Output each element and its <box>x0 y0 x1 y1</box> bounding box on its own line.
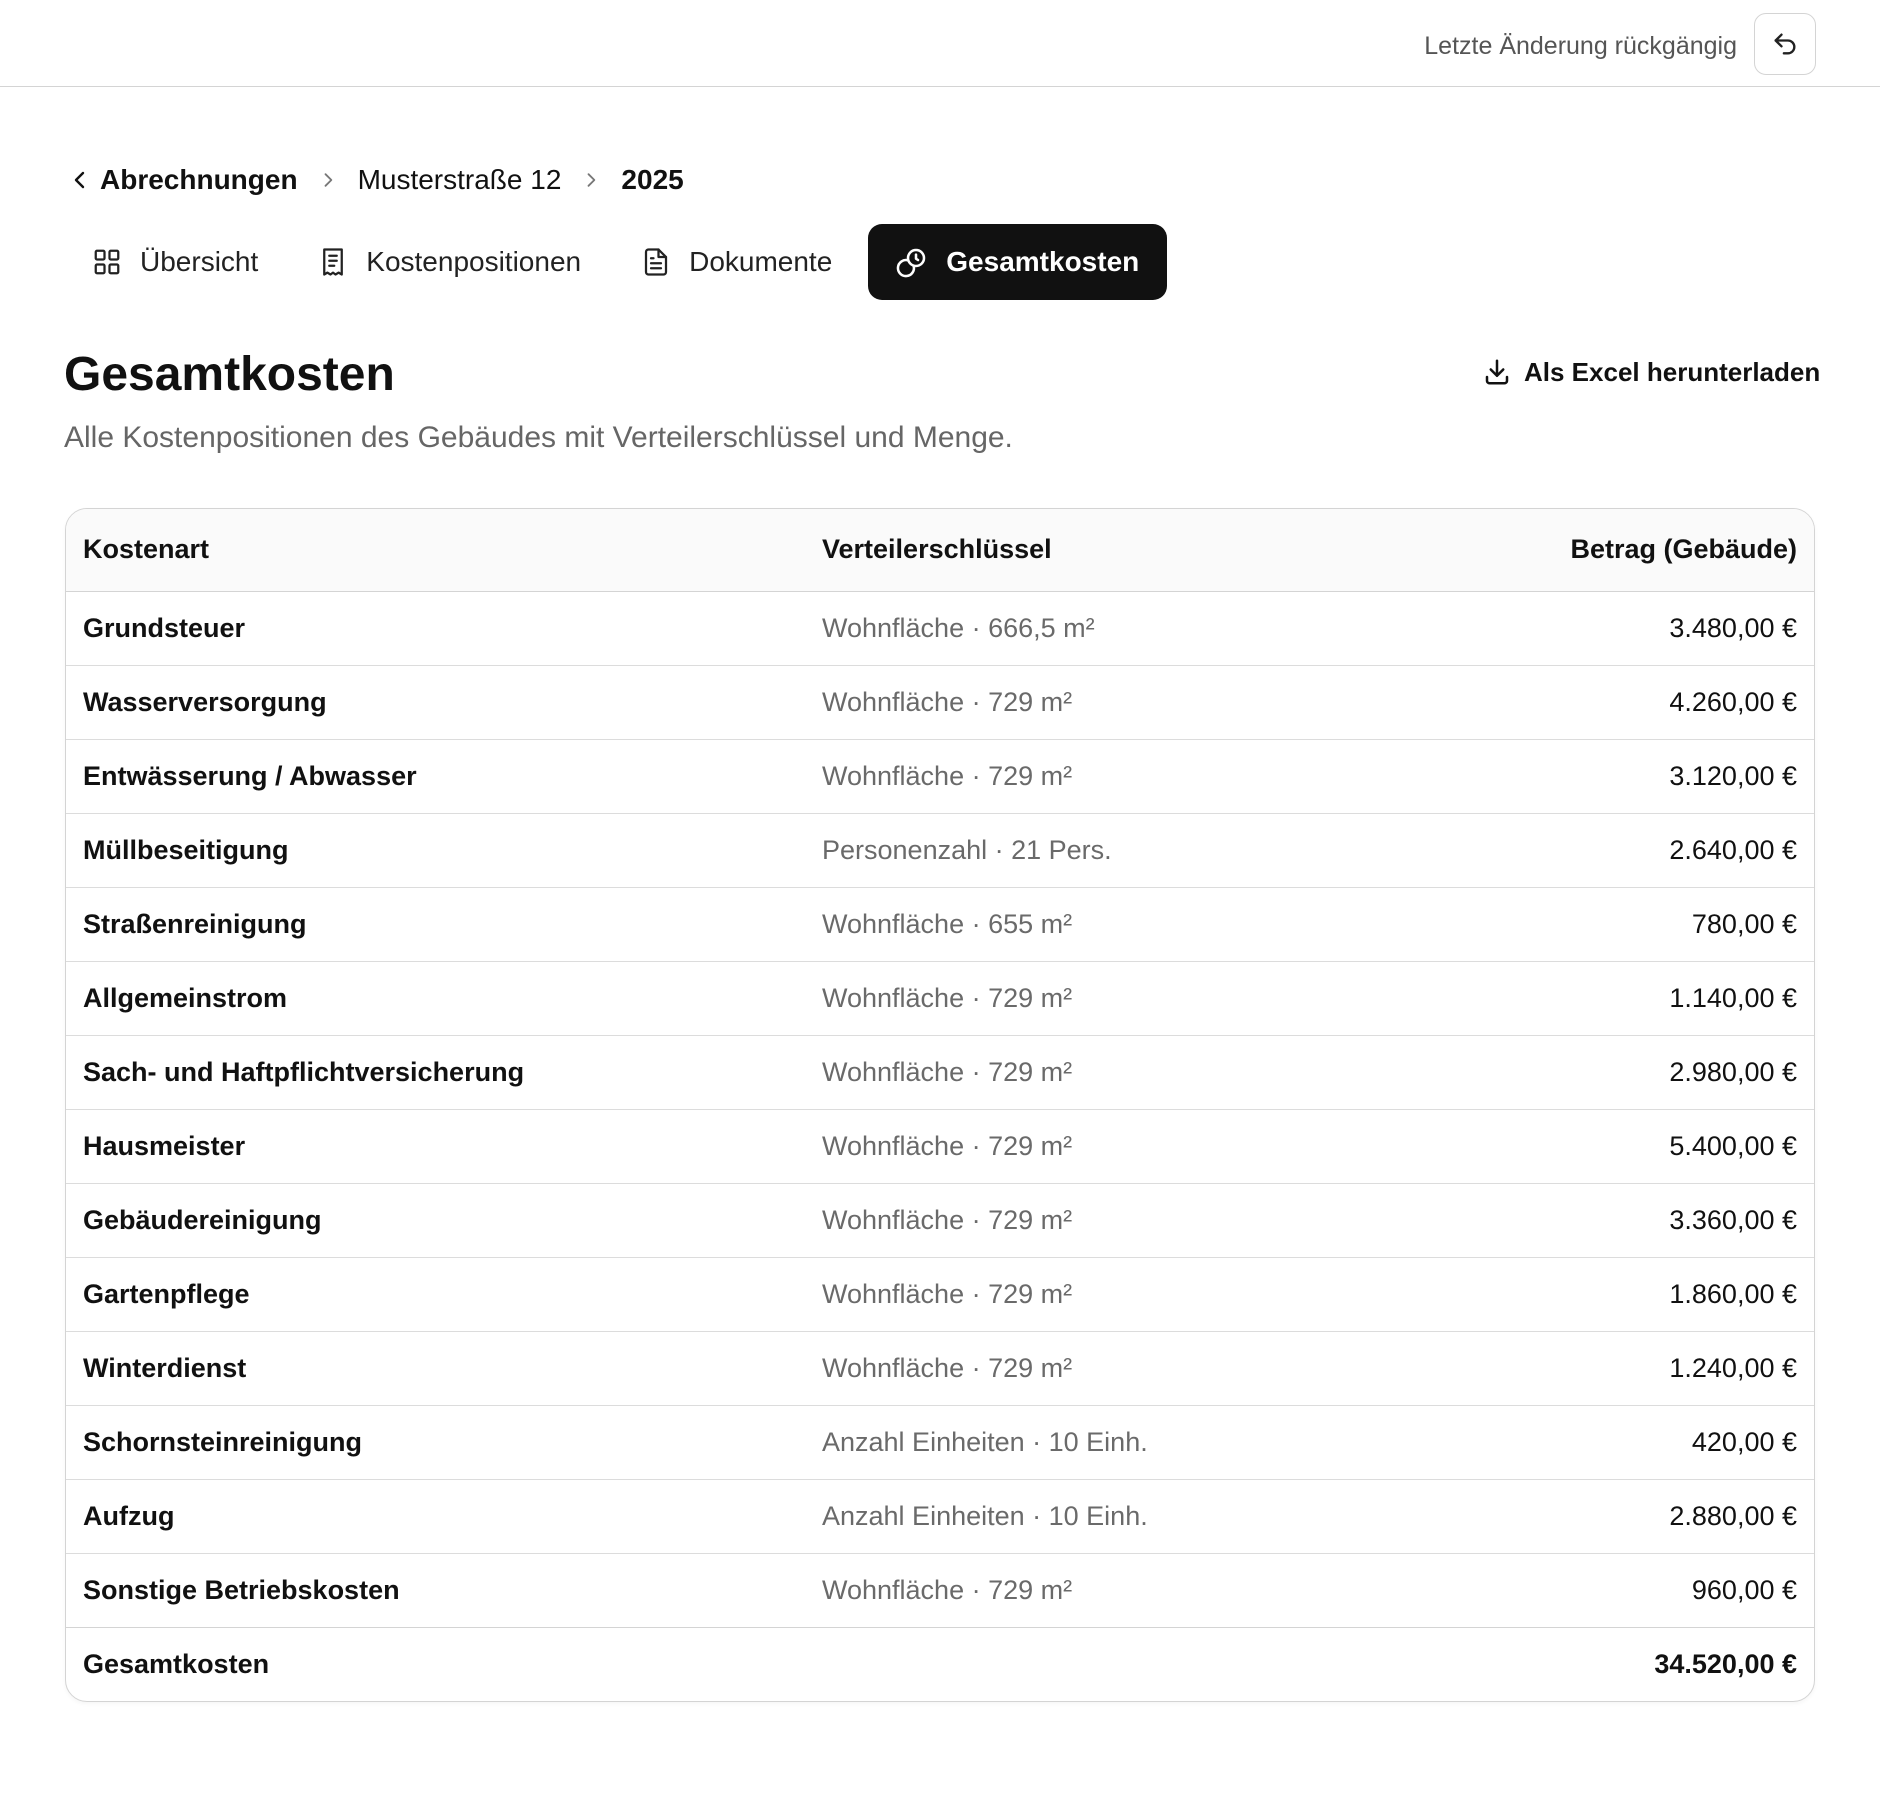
distribution-key-cell: Wohnfläche · 729 m² <box>822 961 1374 1035</box>
table-row <box>66 813 1814 887</box>
cost-type-cell: Wasserversorgung <box>66 665 822 739</box>
tab-bar <box>68 224 1179 300</box>
distribution-key-cell: Wohnfläche · 729 m² <box>822 1035 1374 1109</box>
distribution-key-cell: Wohnfläche · 729 m² <box>822 1109 1374 1183</box>
costs-table <box>66 509 1814 1701</box>
column-header-kostenart: Kostenart <box>66 509 822 591</box>
amount-cell: 3.480,00 € <box>1374 591 1814 665</box>
excel-download-button[interactable] <box>1482 352 1820 392</box>
cost-type-cell: Sach- und Haftpflichtversicherung <box>66 1035 822 1109</box>
breadcrumb-building[interactable]: Musterstraße 12 <box>357 164 562 195</box>
undo-label: Letzte Änderung rückgängig <box>1424 32 1737 60</box>
table-row <box>66 1553 1814 1627</box>
cost-type-cell: Straßenreinigung <box>66 887 822 961</box>
download-icon <box>1482 357 1512 387</box>
receipt-icon <box>318 247 348 277</box>
cost-type-cell: Hausmeister <box>66 1109 822 1183</box>
table-row <box>66 1035 1814 1109</box>
distribution-key-cell: Wohnfläche · 729 m² <box>822 665 1374 739</box>
amount-cell: 2.980,00 € <box>1374 1035 1814 1109</box>
distribution-key-cell: Personenzahl · 21 Pers. <box>822 813 1374 887</box>
page-title: Gesamtkosten <box>64 348 395 401</box>
chevron-right-icon <box>581 170 601 190</box>
tab-dokumente[interactable] <box>617 224 856 300</box>
undo-icon <box>1771 30 1799 58</box>
tab-label: Übersicht <box>140 246 259 277</box>
page-subtitle: Alle Kostenpositionen des Gebäudes mit Verteilerschlüssel und Menge. <box>64 421 1013 454</box>
distribution-key-cell: Wohnfläche · 729 m² <box>822 1183 1374 1257</box>
total-row <box>66 1627 1814 1701</box>
amount-cell: 4.260,00 € <box>1374 665 1814 739</box>
table-row <box>66 1479 1814 1553</box>
column-header-verteilerschluessel: Verteilerschlüssel <box>822 509 1374 591</box>
coins-icon <box>896 246 928 278</box>
distribution-key-cell: Wohnfläche · 666,5 m² <box>822 591 1374 665</box>
amount-cell: 960,00 € <box>1691 1574 1797 1605</box>
tab-uebersicht[interactable] <box>68 224 282 300</box>
amount-cell: 5.400,00 € <box>1374 1109 1814 1183</box>
table-row <box>66 1257 1814 1331</box>
distribution-key-cell: Wohnfläche · 729 m² <box>822 1257 1374 1331</box>
amount-cell: 1.860,00 € <box>1374 1257 1814 1331</box>
amount-cell: 2.640,00 € <box>1374 813 1814 887</box>
cost-type-cell: Müllbeseitigung <box>66 813 822 887</box>
cost-type-cell: Winterdienst <box>66 1331 822 1405</box>
column-header-betrag: Betrag (Gebäude) <box>1374 509 1814 591</box>
chevron-right-icon <box>318 170 338 190</box>
amount-cell: 2.880,00 € <box>1374 1479 1814 1553</box>
breadcrumb-year: 2025 <box>621 164 684 195</box>
total-empty-cell <box>822 1627 1374 1701</box>
excel-download-label: Als Excel herunterladen <box>1524 356 1821 387</box>
distribution-key-cell: Wohnfläche · 655 m² <box>822 887 1374 961</box>
total-label: Gesamtkosten <box>66 1627 822 1701</box>
tab-label: Dokumente <box>689 246 833 277</box>
table-row <box>66 887 1814 961</box>
costs-table-card <box>65 508 1815 1702</box>
cost-type-cell: Allgemeinstrom <box>66 961 822 1035</box>
cost-type-cell: Sonstige Betriebskosten <box>83 1574 400 1605</box>
tab-label: Gesamtkosten <box>946 246 1140 277</box>
distribution-key-cell: Anzahl Einheiten · 10 Einh. <box>822 1405 1374 1479</box>
breadcrumb-abrechnungen[interactable]: Abrechnungen <box>100 164 298 195</box>
grid-icon <box>92 247 122 277</box>
distribution-key-cell: Anzahl Einheiten · 10 Einh. <box>822 1479 1374 1553</box>
table-row <box>66 1405 1814 1479</box>
cost-type-cell: Grundsteuer <box>66 591 822 665</box>
table-row <box>66 1331 1814 1405</box>
cost-type-cell: Gartenpflege <box>66 1257 822 1331</box>
table-row <box>66 665 1814 739</box>
tab-kostenpositionen[interactable] <box>294 224 605 300</box>
tab-gesamtkosten[interactable] <box>868 224 1167 300</box>
distribution-key-cell: Wohnfläche · 729 m² <box>822 1331 1374 1405</box>
breadcrumb <box>68 160 684 200</box>
cost-type-cell: Aufzug <box>66 1479 822 1553</box>
table-header-row <box>66 509 1814 591</box>
cost-type-cell: Schornsteinreinigung <box>66 1405 822 1479</box>
amount-cell: 3.120,00 € <box>1374 739 1814 813</box>
cost-type-cell: Entwässerung / Abwasser <box>66 739 822 813</box>
table-row <box>66 1183 1814 1257</box>
table-row <box>66 1109 1814 1183</box>
back-chevron-icon[interactable] <box>68 168 92 192</box>
document-icon <box>641 247 671 277</box>
undo-button[interactable] <box>1754 13 1816 75</box>
table-row <box>66 591 1814 665</box>
amount-cell: 3.360,00 € <box>1374 1183 1814 1257</box>
cost-type-cell: Gebäudereinigung <box>66 1183 822 1257</box>
amount-cell: 1.140,00 € <box>1374 961 1814 1035</box>
amount-cell: 780,00 € <box>1374 887 1814 961</box>
amount-cell: 420,00 € <box>1374 1405 1814 1479</box>
distribution-key-cell: Wohnfläche · 729 m² <box>822 1574 1073 1605</box>
table-row <box>66 739 1814 813</box>
tab-label: Kostenpositionen <box>366 246 582 277</box>
total-value: 34.520,00 € <box>1374 1627 1814 1701</box>
table-row <box>66 961 1814 1035</box>
distribution-key-cell: Wohnfläche · 729 m² <box>822 739 1374 813</box>
amount-cell: 1.240,00 € <box>1374 1331 1814 1405</box>
top-bar <box>0 0 1880 87</box>
